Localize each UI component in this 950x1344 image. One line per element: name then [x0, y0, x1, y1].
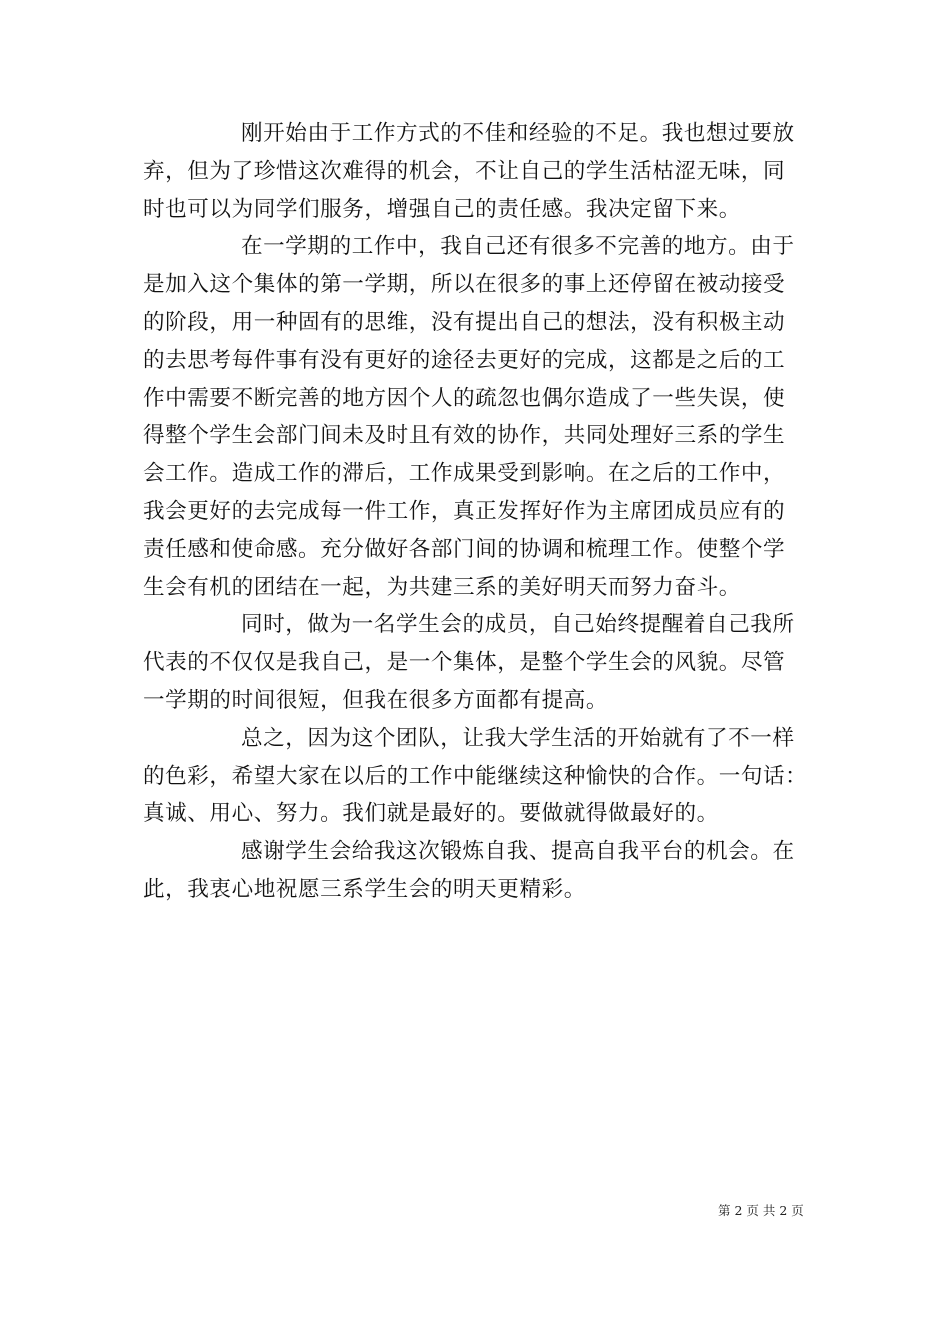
paragraph-line: 在一学期的工作中，我自己还有很多不完善的地方。由于	[241, 234, 795, 260]
paragraph-line: 刚开始由于工作方式的不佳和经验的不足。我也想过要放	[241, 121, 795, 146]
paragraph-line: 是加入这个集体的第一学期，所以在很多的事上还停留在被动接受	[143, 272, 786, 298]
paragraph-line: 责任感和使命感。充分做好各部门间的协调和梳理工作。使整个学	[143, 536, 786, 562]
paragraph-line: 感谢学生会给我这次锻炼自我、提高自我平台的机会。在	[241, 839, 795, 865]
paragraph-1	[143, 115, 809, 228]
page-number: 第 2 页 共 2 页	[718, 1203, 804, 1218]
document-body	[143, 115, 809, 909]
paragraph-3	[143, 606, 809, 719]
paragraph-line: 生会有机的团结在一起，为共建三系的美好明天而努力奋斗。	[143, 574, 741, 600]
paragraph-line: 得整个学生会部门间未及时且有效的协作，共同处理好三系的学生	[143, 423, 786, 449]
paragraph-line: 时也可以为同学们服务，增强自己的责任感。我决定留下来。	[143, 196, 741, 222]
paragraph-line: 总之，因为这个团队，让我大学生活的开始就有了不一样	[241, 725, 795, 751]
paragraph-line: 真诚、用心、努力。我们就是最好的。要做就得做最好的。	[143, 801, 719, 827]
paragraph-line: 弃，但为了珍惜这次难得的机会，不让自己的学生活枯涩无味，同	[143, 158, 786, 184]
paragraph-line: 的去思考每件事有没有更好的途径去更好的完成，这都是之后的工	[143, 347, 786, 373]
paragraph-line: 代表的不仅仅是我自己，是一个集体，是整个学生会的风貌。尽管	[143, 650, 786, 676]
paragraph-2	[143, 228, 809, 606]
paragraph-line: 同时，做为一名学生会的成员，自己始终提醒着自己我所	[241, 612, 795, 638]
paragraph-line: 我会更好的去完成每一件工作，真正发挥好作为主席团成员应有的	[143, 498, 786, 524]
paragraph-4	[143, 720, 809, 833]
paragraph-5	[143, 833, 809, 909]
paragraph-line: 的阶段，用一种固有的思维，没有提出自己的想法，没有积极主动	[143, 309, 786, 335]
paragraph-line: 的色彩，希望大家在以后的工作中能继续这种愉快的合作。一句话：	[143, 763, 808, 789]
paragraph-line: 作中需要不断完善的地方因个人的疏忽也偶尔造成了一些失误，使	[143, 385, 786, 411]
paragraph-line: 此，我衷心地祝愿三系学生会的明天更精彩。	[143, 876, 586, 902]
paragraph-line: 会工作。造成工作的滞后，工作成果受到影响。在之后的工作中，	[143, 461, 786, 487]
paragraph-line: 一学期的时间很短，但我在很多方面都有提高。	[143, 687, 609, 713]
